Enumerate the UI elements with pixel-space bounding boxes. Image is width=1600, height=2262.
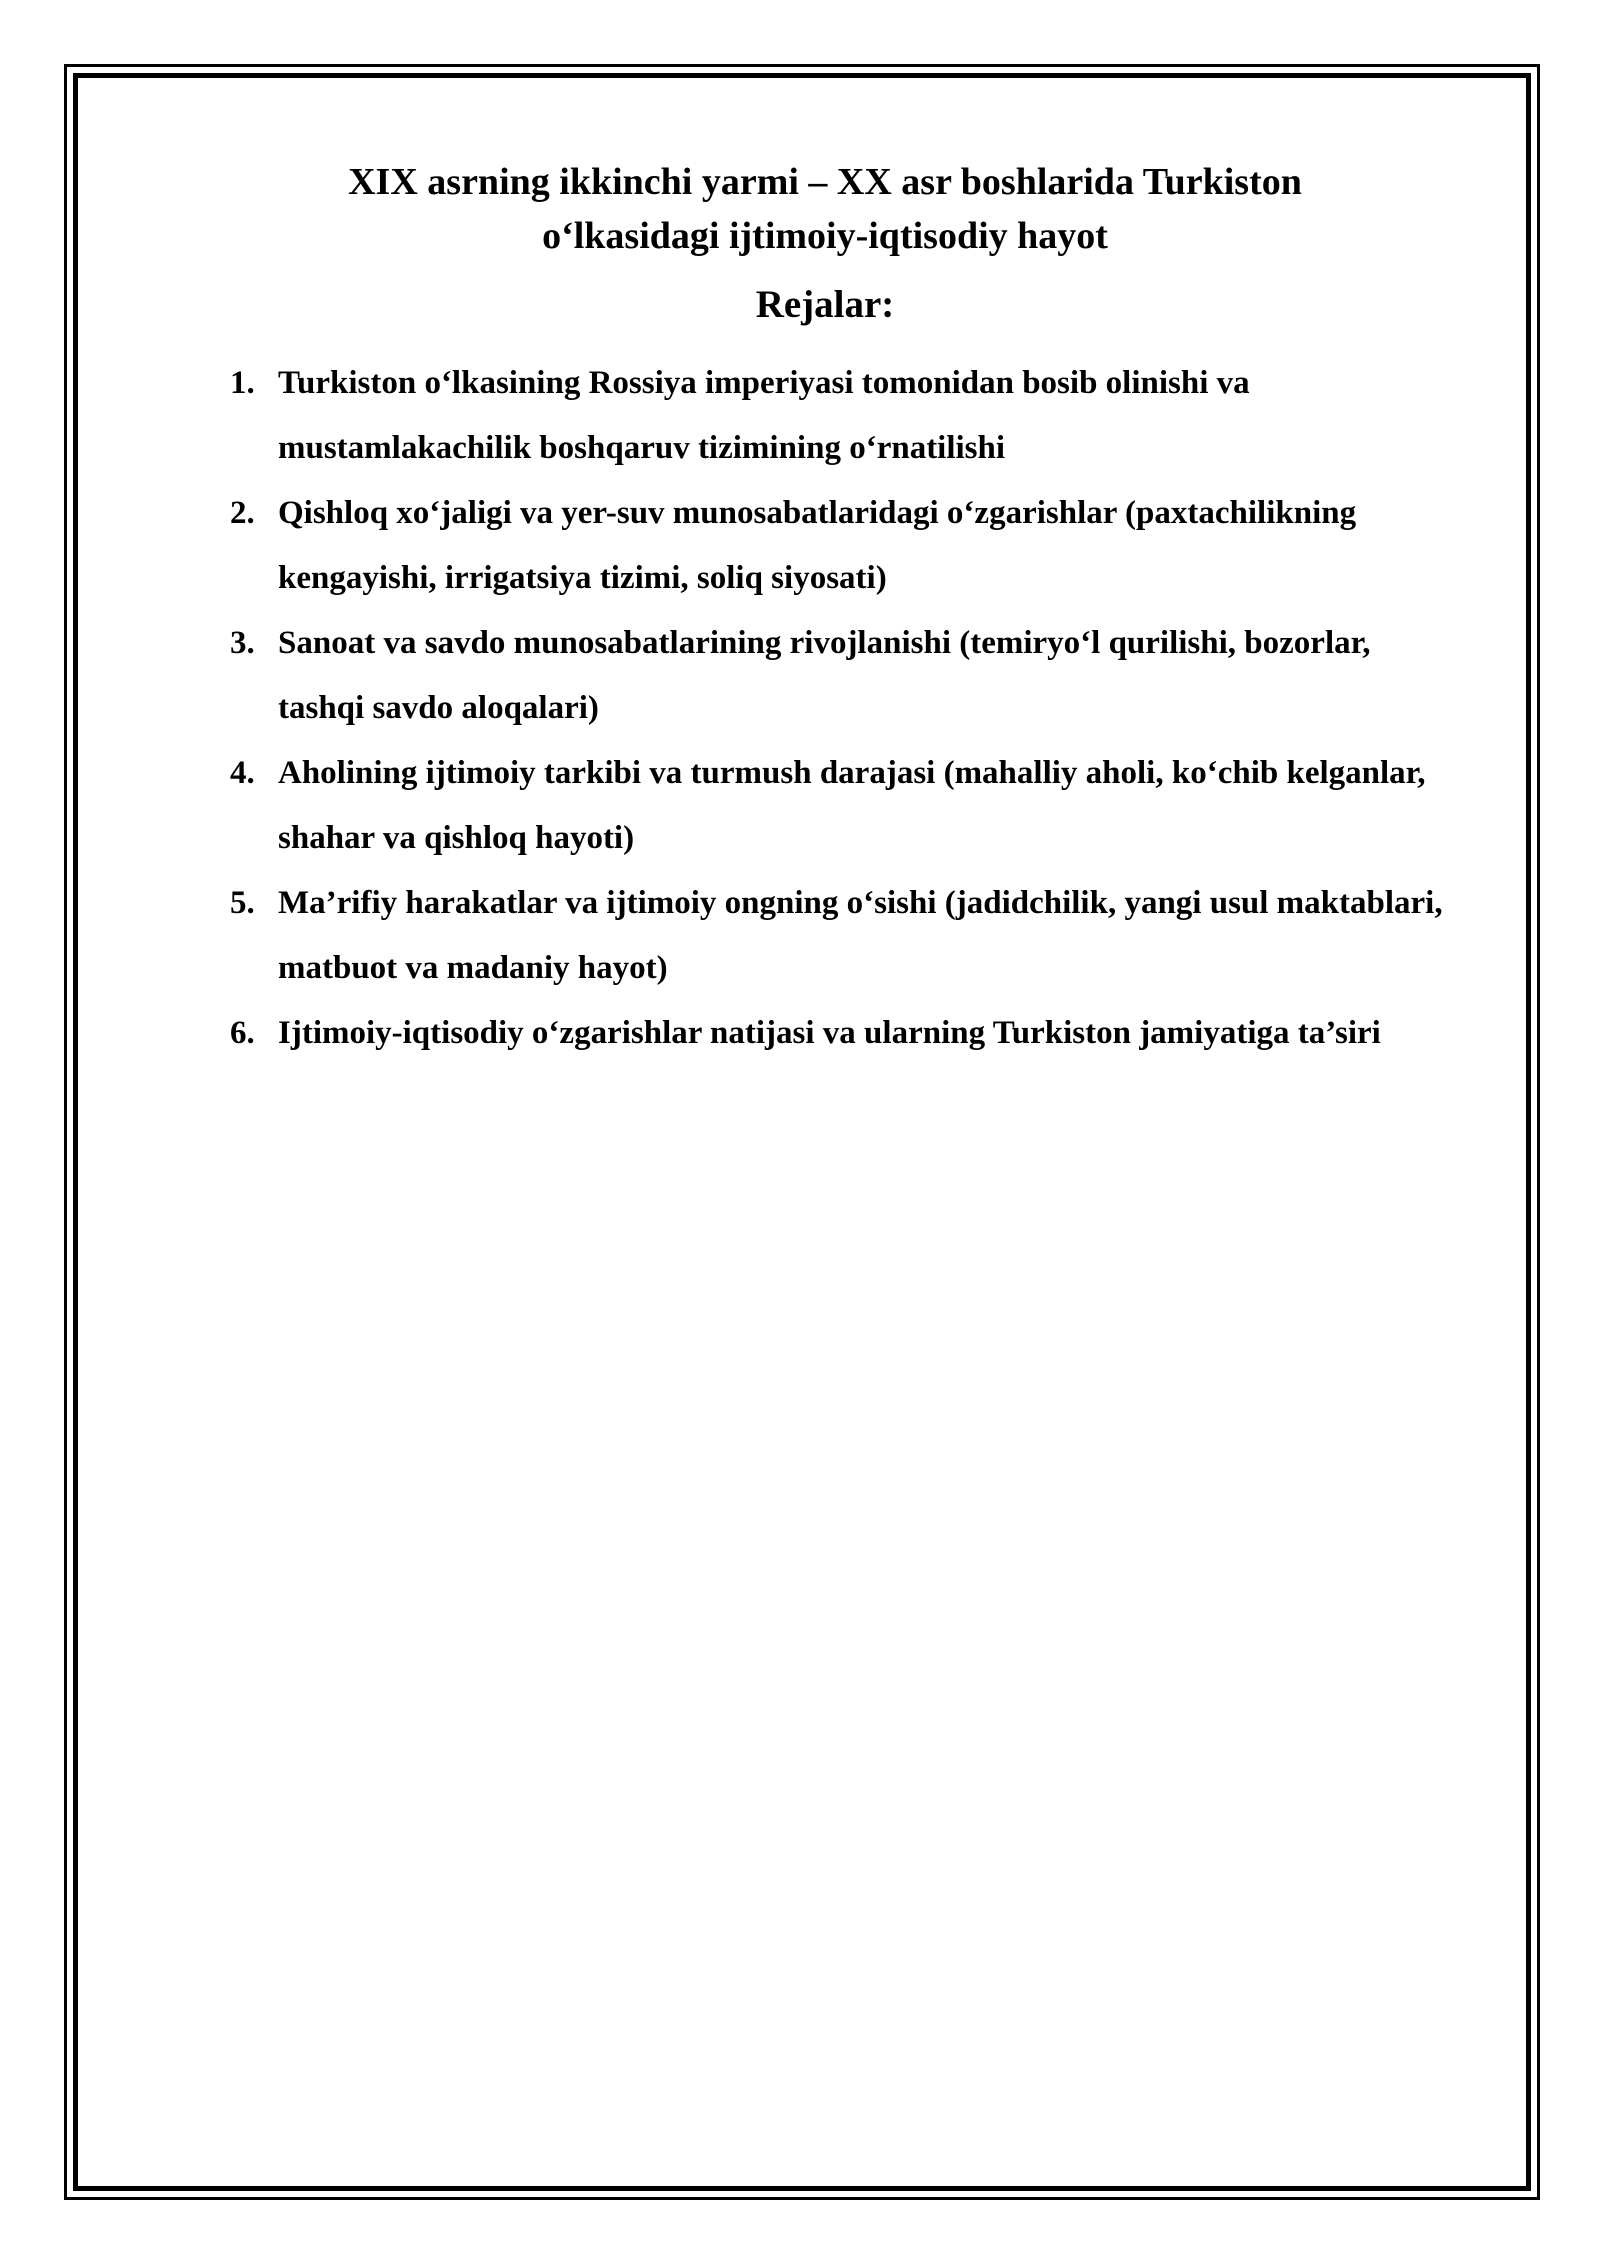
plan-list	[230, 351, 1500, 1066]
list-item-text: Sanoat va savdo munosabatlarining rivojlanishi (temiryo‘l qurilishi, bozorlar, tashqi savdo aloqalari)	[278, 625, 1371, 726]
list-item-text: Qishloq xo‘jaligi va yer-suv munosabatlaridagi o‘zgarishlar (paxtachilikning kengayishi, irrigatsiya tizimi, soliq siyosati)	[278, 495, 1357, 596]
list-item-number: 2.	[230, 495, 255, 531]
list-item-number: 6.	[230, 1015, 255, 1051]
list-item-number: 3.	[230, 625, 255, 661]
list-item	[230, 481, 1500, 611]
document-body	[220, 155, 1510, 1066]
list-item-number: 1.	[230, 365, 255, 401]
list-item-text: Ijtimoiy-iqtisodiy o‘zgarishlar natijasi va ularning Turkiston jamiyatiga ta’siri	[278, 1015, 1381, 1051]
list-item-text: Turkiston o‘lkasining Rossiya imperiyasi tomonidan bosib olinishi va mustamlakachilik boshqaruv tizimining o‘rnatilishi	[278, 365, 1250, 466]
list-item-number: 5.	[230, 885, 255, 921]
list-item-text: Ma’rifiy harakatlar va ijtimoiy ongning o‘sishi (jadidchilik, yangi usul maktablari, matbuot va madaniy hayot)	[278, 885, 1443, 986]
list-item-number: 4.	[230, 755, 255, 791]
plan-heading: Rejalar:	[755, 283, 895, 326]
list-item	[230, 611, 1500, 741]
list-item-text: Aholining ijtimoiy tarkibi va turmush darajasi (mahalliy aholi, ko‘chib kelganlar, shahar va qishloq hayoti)	[278, 755, 1426, 856]
list-item	[230, 1001, 1500, 1066]
title-line-2: o‘lkasidagi ijtimoiy-iqtisodiy hayot	[542, 215, 1108, 257]
list-item	[230, 741, 1500, 871]
list-item	[230, 871, 1500, 1001]
title-line-1: XIX asrning ikkinchi yarmi – XX asr boshlarida Turkiston	[348, 161, 1302, 203]
document-title	[180, 155, 1470, 263]
list-item	[230, 351, 1500, 481]
